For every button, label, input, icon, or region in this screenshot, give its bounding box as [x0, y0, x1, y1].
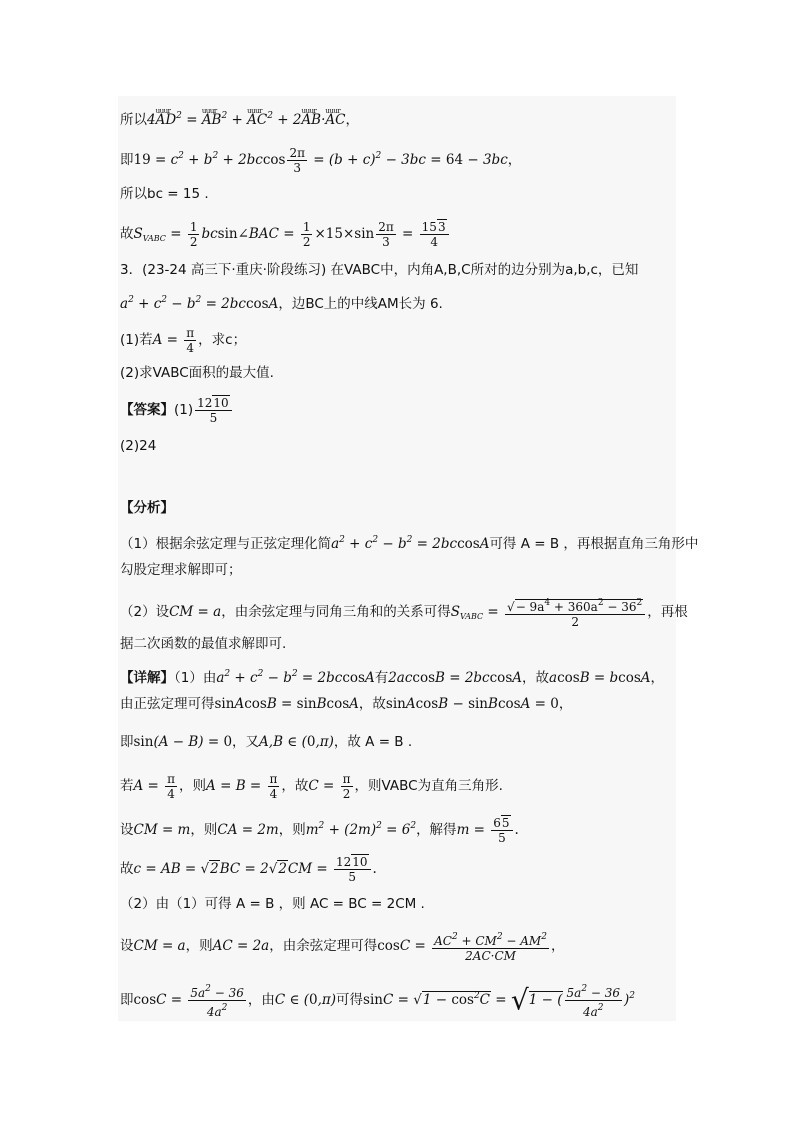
analysis-2-cont: 据二次函数的最值求解即可.	[120, 636, 287, 652]
detail-8: 设CM = a，则AC = 2a，由余弦定理可得cosC = $\frac{AC^2 + CM^2 - AM^2}{2AC\cdot CM}$ ，	[120, 932, 565, 963]
solution-line-vector: 所以4uuur $AD^2$ = uuur $AB^2$ + uuur $AC^2$ + 2uuur AB·uuur AC，	[120, 106, 359, 130]
detail-3: 即sin(A − B) = 0，又A,B ∈ (0,π)，故 A = B .	[120, 734, 413, 750]
analysis-1: （1）根据余弦定理与正弦定理化简$a^2 + c^2 - b^2 = 2bccosA$可得 A = B ，再根据直角三角形中	[120, 535, 699, 552]
fraction: $\frac{2\pi}{3}$	[289, 146, 306, 175]
analysis-1-cont: 勾股定理求解即可；	[120, 562, 242, 578]
detail-6: 故c = AB = √2BC = 2√2CM = $\frac{1210}{5}$ .	[120, 855, 377, 884]
detail-7: （2）由（1）可得 A = B ，则 AC = BC = 2CM .	[120, 896, 425, 912]
analysis-label: 【分析】	[120, 500, 174, 516]
solution-line-expansion: 即$19 = c^2 + b^2 + 2bccos$ $\frac{2\pi}{3}$ = $(b + c)^2 - 3bc = 64 - 3bc$，	[120, 146, 522, 175]
answer-line-1: 【答案】(1) $\frac{1210}{5}$	[120, 396, 234, 425]
detail-2: 由正弦定理可得sinAcosB = sinBcosA，故sinAcosB − sinBcosA = 0，	[120, 696, 573, 712]
detail-4: 若A = $\frac{\pi}{4}$ ，则A = B = $\frac{\pi}{4}$ ，故C = $\frac{\pi}{2}$ ，则VABC为直角三角形.	[120, 772, 503, 801]
detail-9: 即cosC = $\frac{5a^2 - 36}{4a^2}$ ，由C ∈ (0,π)可得$\sin C = √1 - \cos^2C = √1$ − ( $\frac{5a^2 - 36}{4a^2}$ )$^2$	[120, 983, 636, 1019]
detail-5: 设CM = m，则CA = 2m，则$m^2 + (2m)^2 = 6^2$，解得m = $\frac{65}{5}$ .	[120, 816, 519, 845]
question-3-part-1: (1)若A = $\frac{\pi}{4}$ ，求c；	[120, 326, 247, 355]
question-3-stem: 3．(23-24 高三下·重庆·阶段练习) 在VABC中，内角A,B,C所对的边分别为a,b,c，已知	[120, 262, 639, 278]
question-3-part-2: (2)求VABC面积的最大值.	[120, 365, 274, 381]
question-3-condition: $a^2 + c^2 - b^2 = 2bccosA$，边BC上的中线AM长为 6.	[120, 295, 443, 312]
answer-line-2: (2)24	[120, 438, 157, 454]
detail-1: 【详解】（1）由$a^2 + c^2 - b^2 = 2bccosA$有2accosB = 2bccosA，故acosB = bcosA，	[120, 669, 665, 686]
solution-line-area: 故$S_{VABC}$ = $\frac{1}{2}$ bcsin∠BAC = $\frac{1}{2}$ ×15×sin $\frac{2\pi}{3}$ = $\frac{153}{4}$	[120, 220, 451, 249]
solution-line-bc: 所以bc = 15 .	[120, 186, 209, 202]
analysis-2: （2）设CM = a，由余弦定理与同角三角和的关系可得$S_{VABC}$ = $\frac{√- 9a^4 + 360a^2 - 36^2}{2}$ ，再根	[120, 598, 688, 629]
